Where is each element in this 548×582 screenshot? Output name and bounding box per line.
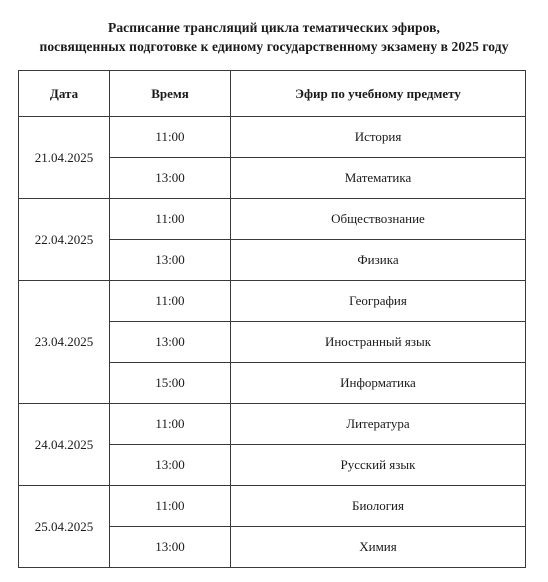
time-cell: 11:00 xyxy=(110,117,231,158)
schedule-table xyxy=(18,70,526,568)
date-cell: 25.04.2025 xyxy=(19,486,110,568)
subject-cell: География xyxy=(231,281,526,322)
subject-cell: История xyxy=(231,117,526,158)
header-time: Время xyxy=(110,71,231,117)
table-row xyxy=(19,486,526,527)
table-row xyxy=(19,117,526,158)
time-cell: 13:00 xyxy=(110,445,231,486)
time-cell: 11:00 xyxy=(110,199,231,240)
subject-cell: Математика xyxy=(231,158,526,199)
title-line-1: Расписание трансляций цикла тематических эфиров, xyxy=(107,20,441,35)
date-cell: 23.04.2025 xyxy=(19,281,110,404)
header-subject: Эфир по учебному предмету xyxy=(231,71,526,117)
time-cell: 13:00 xyxy=(110,322,231,363)
subject-cell: Русский язык xyxy=(231,445,526,486)
header-row xyxy=(19,71,526,117)
header-date: Дата xyxy=(19,71,110,117)
subject-cell: Физика xyxy=(231,240,526,281)
time-cell: 11:00 xyxy=(110,281,231,322)
subject-cell: Иностранный язык xyxy=(231,322,526,363)
table-row xyxy=(19,199,526,240)
subject-cell: Информатика xyxy=(231,363,526,404)
time-cell: 11:00 xyxy=(110,404,231,445)
subject-cell: Химия xyxy=(231,527,526,568)
table-row xyxy=(19,404,526,445)
time-cell: 11:00 xyxy=(110,486,231,527)
title-line-2: посвященных подготовке к единому государственному экзамену в 2025 году xyxy=(39,39,509,54)
time-cell: 15:00 xyxy=(110,363,231,404)
table-row xyxy=(19,281,526,322)
date-cell: 21.04.2025 xyxy=(19,117,110,199)
date-cell: 22.04.2025 xyxy=(19,199,110,281)
time-cell: 13:00 xyxy=(110,240,231,281)
time-cell: 13:00 xyxy=(110,158,231,199)
subject-cell: Биология xyxy=(231,486,526,527)
document-title xyxy=(0,18,548,56)
subject-cell: Литература xyxy=(231,404,526,445)
date-cell: 24.04.2025 xyxy=(19,404,110,486)
time-cell: 13:00 xyxy=(110,527,231,568)
subject-cell: Обществознание xyxy=(231,199,526,240)
